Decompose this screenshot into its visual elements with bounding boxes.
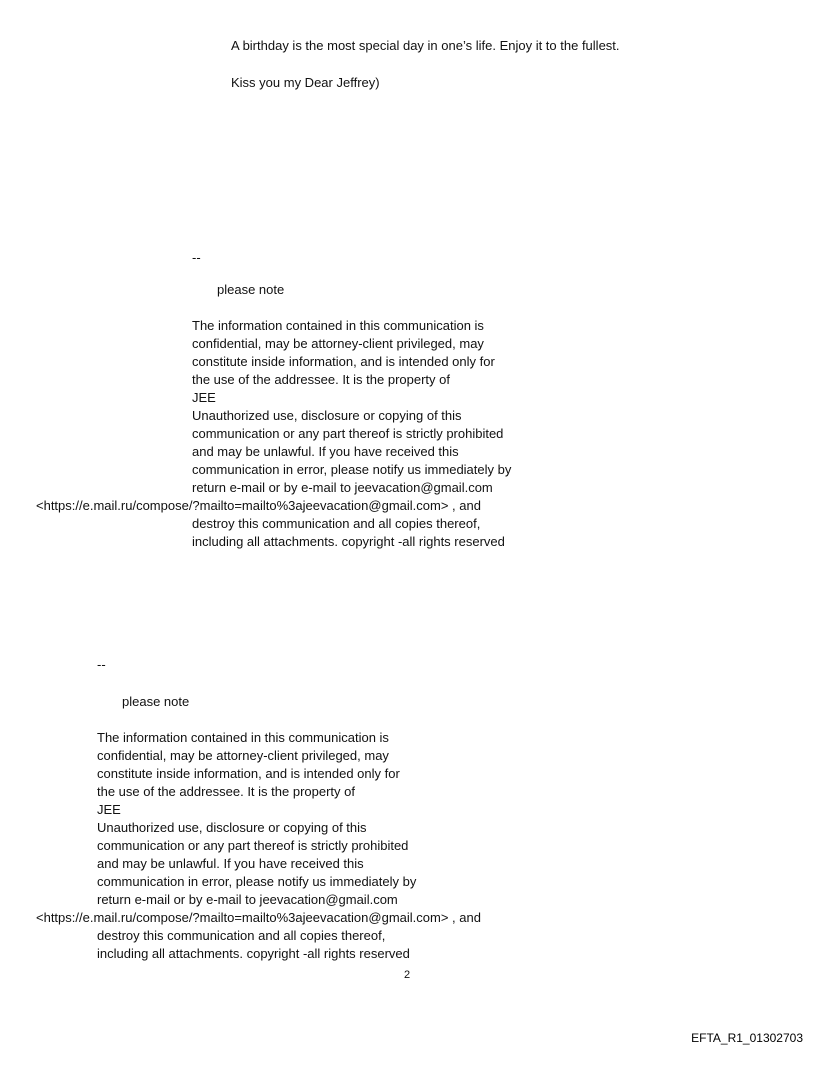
disclaimer-line: communication or any part thereof is strictly prohibited (192, 426, 504, 441)
disclaimer-line: JEE (192, 390, 216, 405)
separator: -- (97, 657, 106, 672)
please-note-heading: please note (122, 694, 190, 709)
disclaimer-line: constitute inside information, and is intended only for (97, 766, 400, 781)
mailto-link[interactable]: <https://e.mail.ru/compose/?mailto=mailto%3ajeevacation@gmail.com> , and (36, 910, 481, 925)
message-line-1: A birthday is the most special day in one’s life. Enjoy it to the fullest. (231, 38, 620, 53)
disclaimer-line: Unauthorized use, disclosure or copying of this (192, 408, 462, 423)
disclaimer-line: JEE (97, 802, 121, 817)
disclaimer-line: and may be unlawful. If you have received this (97, 856, 364, 871)
please-note-heading: please note (217, 282, 285, 297)
document-id: EFTA_R1_01302703 (691, 1031, 803, 1045)
disclaimer-line: The information contained in this communication is (192, 318, 484, 333)
disclaimer-line: constitute inside information, and is intended only for (192, 354, 495, 369)
disclaimer-line: communication in error, please notify us immediately by (97, 874, 417, 889)
page-number: 2 (404, 969, 411, 981)
mailto-link[interactable]: <https://e.mail.ru/compose/?mailto=mailto%3ajeevacation@gmail.com> , and (36, 498, 481, 513)
disclaimer-line: destroy this communication and all copies thereof, (97, 928, 386, 943)
disclaimer-line: destroy this communication and all copies thereof, (192, 516, 481, 531)
message-line-2: Kiss you my Dear Jeffrey) (231, 75, 380, 90)
disclaimer-line: including all attachments. copyright -all rights reserved (192, 534, 505, 549)
disclaimer-line: confidential, may be attorney-client privileged, may (192, 336, 484, 351)
disclaimer-line: including all attachments. copyright -all rights reserved (97, 946, 410, 961)
disclaimer-line: communication or any part thereof is strictly prohibited (97, 838, 409, 853)
disclaimer-line: Unauthorized use, disclosure or copying of this (97, 820, 367, 835)
disclaimer-line: communication in error, please notify us immediately by (192, 462, 512, 477)
disclaimer-line: confidential, may be attorney-client privileged, may (97, 748, 389, 763)
disclaimer-line: the use of the addressee. It is the property of (192, 372, 450, 387)
disclaimer-line: and may be unlawful. If you have received this (192, 444, 459, 459)
disclaimer-line: return e-mail or by e-mail to jeevacation@gmail.com (192, 480, 493, 495)
disclaimer-line: The information contained in this communication is (97, 730, 389, 745)
disclaimer-line: the use of the addressee. It is the property of (97, 784, 355, 799)
separator: -- (192, 250, 201, 265)
disclaimer-line: return e-mail or by e-mail to jeevacation@gmail.com (97, 892, 398, 907)
